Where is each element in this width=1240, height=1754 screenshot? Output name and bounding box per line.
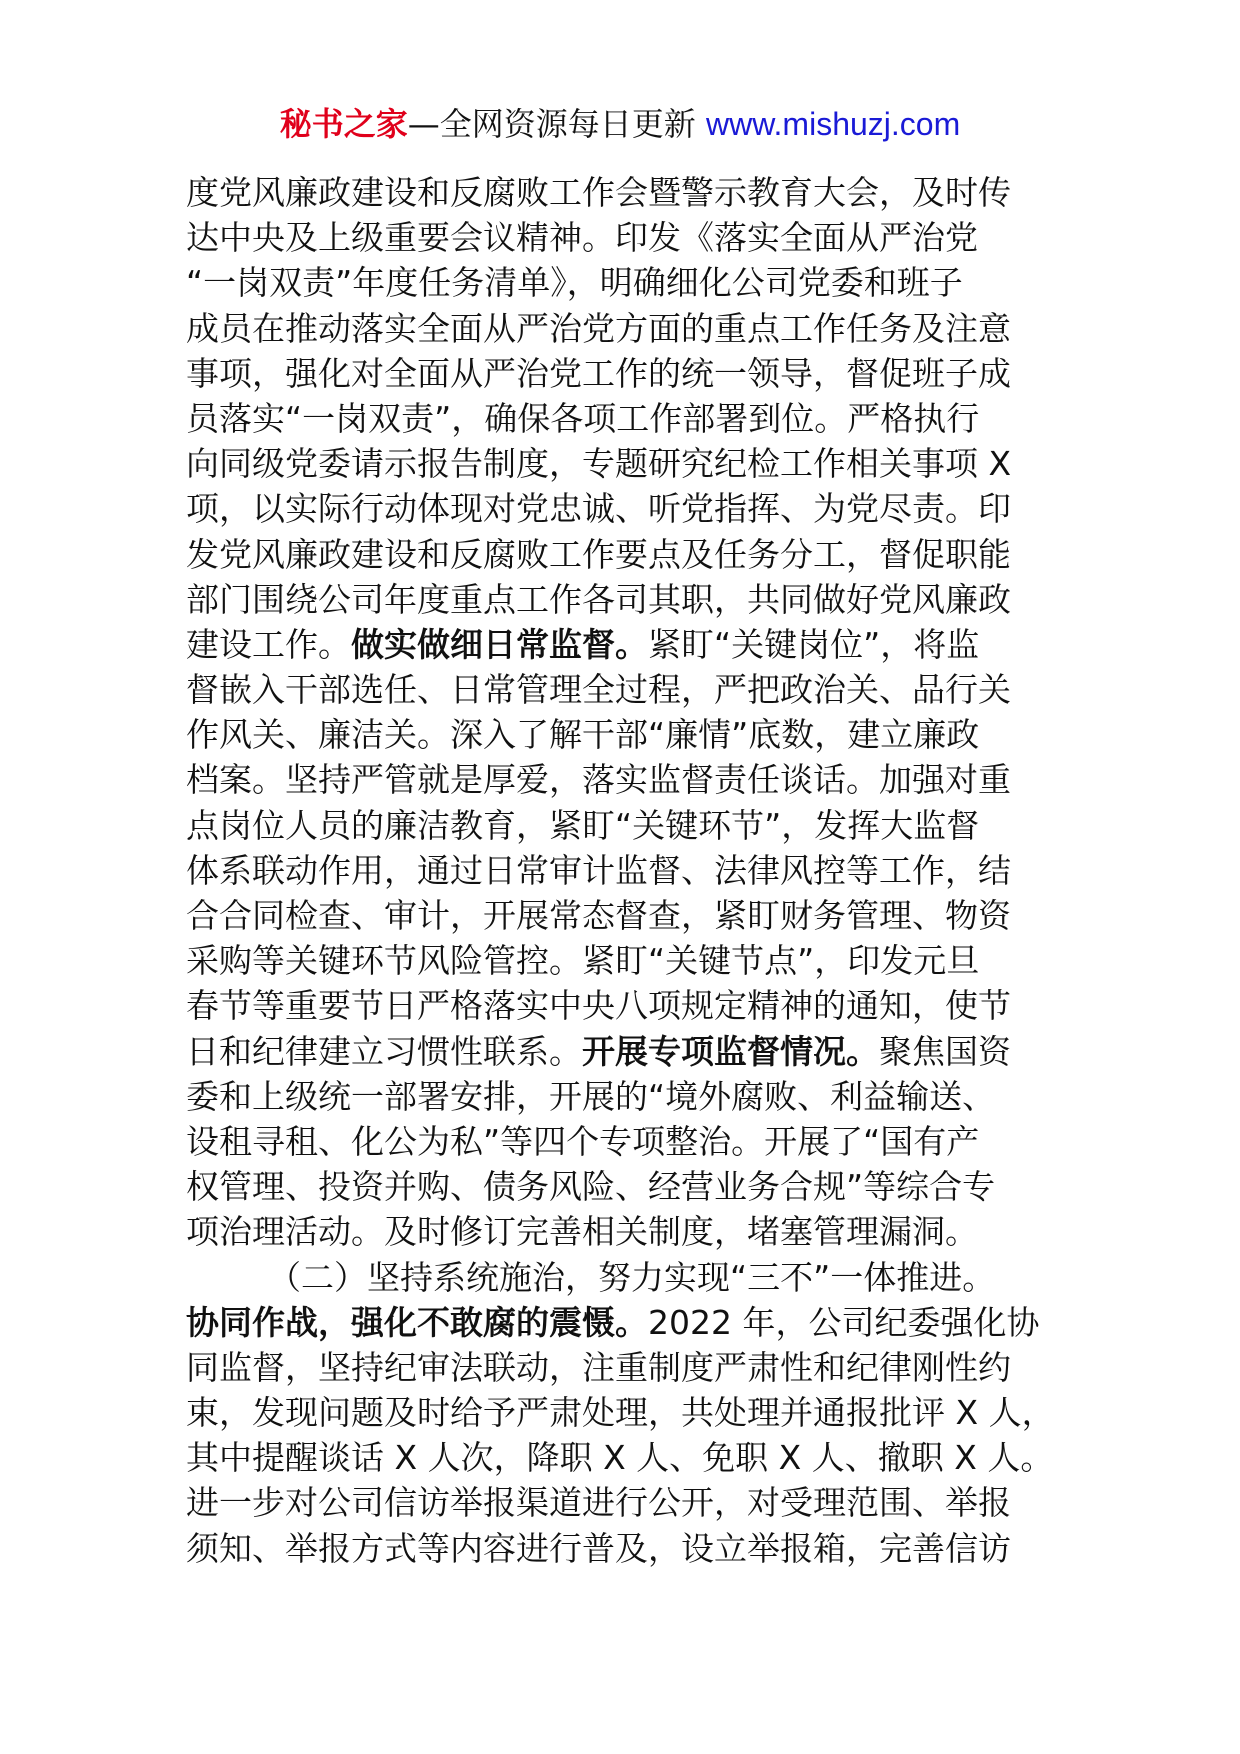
body-text: 2022 年，公司纪委强化协	[648, 1302, 1040, 1342]
text-line	[186, 983, 1066, 1028]
body-text: 须知、举报方式等内容进行普及，设立举报箱，完善信访	[186, 1528, 1011, 1568]
bold-heading-text: 开展专项监督情况。	[582, 1031, 879, 1071]
text-line	[186, 893, 1066, 938]
text-line	[186, 1029, 1066, 1074]
text-line	[186, 306, 1066, 351]
text-line	[186, 441, 1066, 486]
body-text: 事项，强化对全面从严治党工作的统一领导，督促班子成	[186, 353, 1011, 393]
text-line	[186, 1164, 1066, 1209]
body-text: 成员在推动落实全面从严治党方面的重点工作任务及注意	[186, 308, 1011, 348]
body-text: 作风关、廉洁关。深入了解干部“廉情”底数，建立廉政	[186, 715, 980, 755]
body-text: 员落实“一岗双责”，确保各项工作部署到位。严格执行	[186, 398, 980, 438]
text-line	[186, 803, 1066, 848]
text-line	[186, 170, 1066, 215]
text-line	[186, 667, 1066, 712]
body-text: 度党风廉政建设和反腐败工作会暨警示教育大会，及时传	[186, 173, 1011, 212]
text-line	[186, 532, 1066, 577]
text-line	[186, 1526, 1066, 1571]
text-line	[186, 1345, 1066, 1390]
text-line	[186, 1390, 1066, 1435]
text-line	[186, 712, 1066, 757]
body-text: 采购等关键环节风险管控。紧盯“关键节点”，印发元旦	[186, 941, 980, 981]
text-line	[186, 1255, 1066, 1300]
body-text: 委和上级统一部署安排，开展的“境外腐败、利益输送、	[186, 1076, 996, 1116]
text-line	[186, 396, 1066, 441]
text-line	[186, 1119, 1066, 1164]
body-text: 点岗位人员的廉洁教育，紧盯“关键环节”，发挥大监督	[186, 805, 980, 845]
body-text: 发党风廉政建设和反腐败工作要点及任务分工，督促职能	[186, 534, 1011, 574]
body-text: 体系联动作用，通过日常审计监督、法律风控等工作，结	[186, 850, 1011, 890]
body-text: 建设工作。	[186, 624, 351, 664]
body-text: 聚焦国资	[879, 1031, 1011, 1071]
body-text: 部门围绕公司年度重点工作各司其职，共同做好党风廉政	[186, 579, 1011, 619]
body-text: 其中提醒谈话 X 人次，降职 X 人、免职 X 人、撤职 X 人。	[186, 1438, 1054, 1478]
body-text: 紧盯“关键岗位”，将监	[648, 624, 980, 664]
text-line	[186, 848, 1066, 893]
text-line	[186, 260, 1066, 305]
body-text: 束，发现问题及时给予严肃处理，共处理并通报批评 X 人，	[186, 1393, 1055, 1433]
body-text: 日和纪律建立习惯性联系。	[186, 1031, 582, 1071]
body-text: 向同级党委请示报告制度，专题研究纪检工作相关事项 X	[186, 444, 1012, 484]
text-line	[186, 351, 1066, 396]
header-slogan: —全网资源每日更新	[407, 105, 706, 143]
body-text: 合合同检查、审计，开展常态督查，紧盯财务管理、物资	[186, 896, 1011, 935]
text-line	[186, 1480, 1066, 1525]
text-line	[186, 622, 1066, 667]
body-text: 档案。坚持严管就是厚爱，落实监督责任谈话。加强对重	[186, 760, 1011, 800]
body-text: 进一步对公司信访举报渠道进行公开，对受理范围、举报	[186, 1483, 1011, 1523]
text-line	[186, 577, 1066, 622]
text-line	[186, 1209, 1066, 1254]
text-line	[186, 1074, 1066, 1119]
header-url-link[interactable]: www.mishuzj.com	[705, 106, 961, 142]
text-line	[186, 938, 1066, 983]
text-line	[186, 1435, 1066, 1480]
body-text: “一岗双责”年度任务清单》，明确细化公司党委和班子	[186, 263, 963, 303]
text-line	[186, 757, 1066, 802]
body-text: 春节等重要节日严格落实中央八项规定精神的通知，使节	[186, 986, 1011, 1026]
text-line	[186, 1300, 1066, 1345]
body-text: 项治理活动。及时修订完善相关制度，堵塞管理漏洞。	[186, 1212, 978, 1252]
body-text: 达中央及上级重要会议精神。印发《落实全面从严治党	[186, 218, 978, 258]
bold-heading-text: 做实做细日常监督。	[351, 624, 648, 664]
text-line	[186, 486, 1066, 531]
document-body	[186, 170, 1066, 1571]
body-text: 设租寻租、化公为私”等四个专项整治。开展了“国有产	[186, 1121, 980, 1161]
body-text: 权管理、投资并购、债务风险、经营业务合规”等综合专	[186, 1167, 996, 1207]
body-text: 项，以实际行动体现对党忠诚、听党指挥、为党尽责。印	[186, 489, 1011, 529]
bold-heading-text: 协同作战，强化不敢腐的震慑。	[186, 1302, 648, 1342]
body-text: （二）坚持系统施治，努力实现“三不”一体推进。	[268, 1257, 996, 1297]
header-brand: 秘书之家	[279, 105, 408, 143]
text-line	[186, 215, 1066, 260]
page-header	[0, 100, 1240, 148]
body-text: 督嵌入干部选任、日常管理全过程，严把政治关、品行关	[186, 670, 1011, 710]
body-text: 同监督，坚持纪审法联动，注重制度严肃性和纪律刚性约	[186, 1347, 1011, 1387]
